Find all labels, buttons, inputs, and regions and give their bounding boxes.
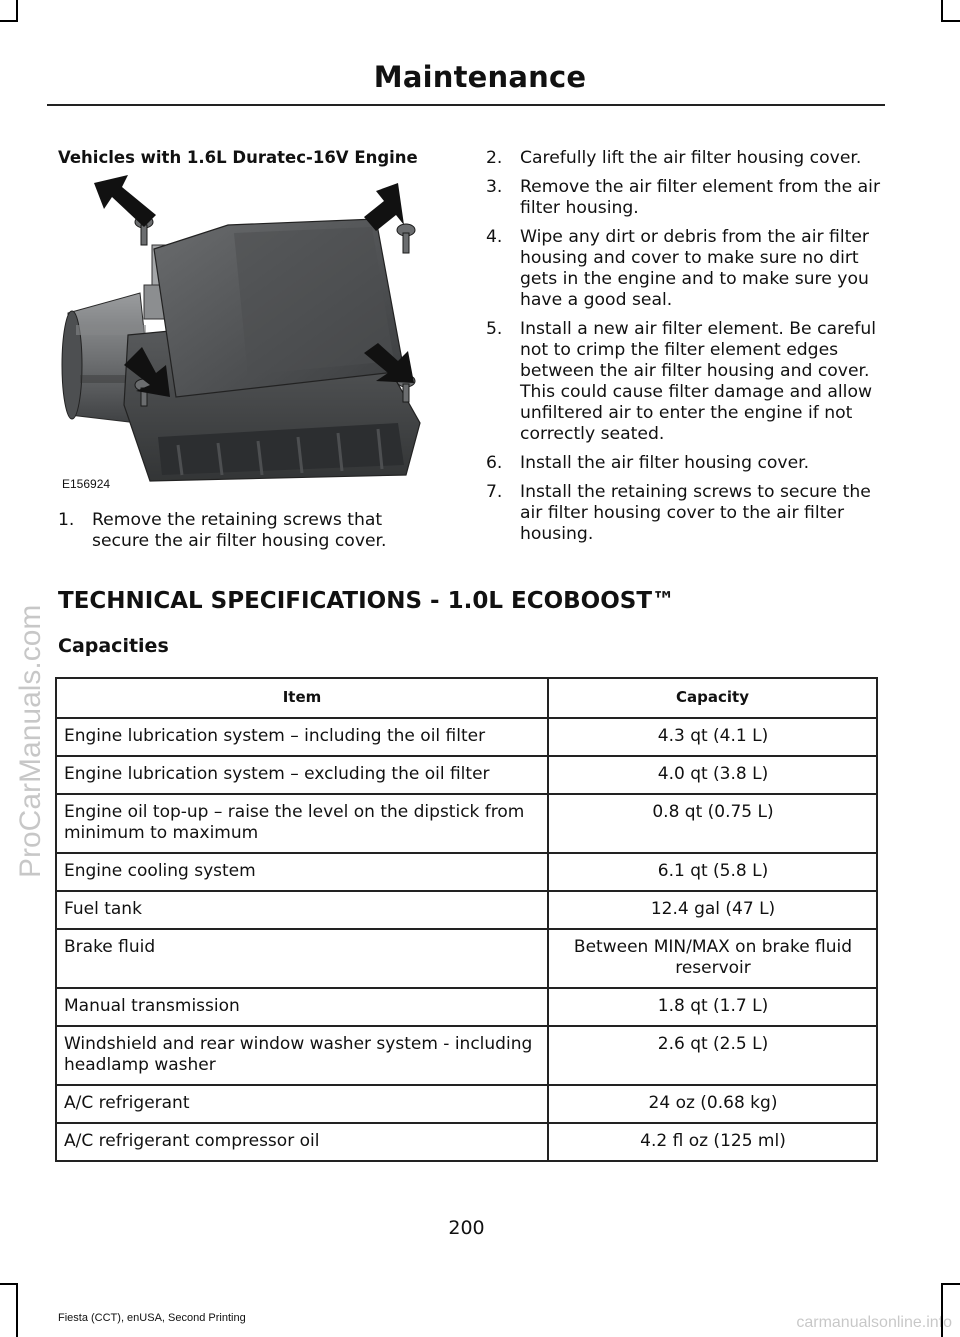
crop-mark: [16, 1283, 18, 1337]
step-number: 4.: [486, 227, 503, 247]
step-number: 2.: [486, 148, 503, 168]
crop-mark: [941, 20, 960, 22]
crop-mark: [943, 1283, 960, 1285]
engine-subheading: Vehicles with 1.6L Duratec-16V Engine: [58, 148, 418, 167]
item-cell: Fuel tank: [56, 891, 548, 929]
list-item: [486, 177, 882, 219]
capacities-table: [55, 677, 878, 1162]
step-number: 3.: [486, 177, 503, 197]
table-row: [56, 929, 877, 988]
step-text: Install the air filter housing cover.: [520, 453, 810, 473]
step-number: 1.: [58, 510, 75, 530]
table-row: [56, 1123, 877, 1161]
list-item: [58, 510, 438, 552]
column-header-capacity: Capacity: [548, 678, 877, 718]
page-number: 200: [448, 1217, 485, 1239]
capacities-heading: Capacities: [58, 635, 169, 657]
item-cell: Windshield and rear window washer system - including headlamp washer: [56, 1026, 548, 1085]
section-heading: TECHNICAL SPECIFICATIONS - 1.0L ECOBOOST™: [58, 588, 676, 614]
capacity-cell: 2.6 qt (2.5 L): [548, 1026, 877, 1085]
item-cell: Brake fluid: [56, 929, 548, 988]
capacity-cell: 4.2 fl oz (125 ml): [548, 1123, 877, 1161]
list-item: [486, 482, 882, 545]
table-row: [56, 756, 877, 794]
crop-mark: [0, 20, 18, 22]
capacity-cell: 4.3 qt (4.1 L): [548, 718, 877, 756]
item-cell: A/C refrigerant compressor oil: [56, 1123, 548, 1161]
capacity-cell: Between MIN/MAX on brake fluid reservoir: [548, 929, 877, 988]
header-divider: [47, 104, 885, 106]
capacity-cell: 6.1 qt (5.8 L): [548, 853, 877, 891]
item-cell: Engine oil top-up – raise the level on the dipstick from minimum to maximum: [56, 794, 548, 853]
crop-mark: [16, 0, 18, 20]
table-row: [56, 1085, 877, 1123]
step-number: 6.: [486, 453, 503, 473]
item-cell: Engine lubrication system – excluding the oil filter: [56, 756, 548, 794]
table-row: [56, 891, 877, 929]
capacity-cell: 4.0 qt (3.8 L): [548, 756, 877, 794]
step-text: Remove the retaining screws that secure the air filter housing cover.: [92, 510, 387, 551]
table-row: [56, 718, 877, 756]
capacity-cell: 0.8 qt (0.75 L): [548, 794, 877, 853]
capacity-cell: 1.8 qt (1.7 L): [548, 988, 877, 1026]
table-row: [56, 794, 877, 853]
side-watermark: ProCarManuals.com: [14, 604, 47, 878]
table-row: [56, 853, 877, 891]
list-item: [486, 148, 882, 169]
step-number: 7.: [486, 482, 503, 502]
crop-mark: [941, 0, 943, 20]
step-text: Carefully lift the air filter housing cover.: [520, 148, 862, 168]
table-row: [56, 988, 877, 1026]
crop-mark: [0, 1283, 16, 1285]
figure-label: E156924: [62, 477, 111, 491]
right-steps: [486, 148, 882, 553]
edition-footer: Fiesta (CCT), enUSA, Second Printing: [58, 1312, 246, 1324]
step-text: Wipe any dirt or debris from the air filter housing and cover to make sure no dirt gets in the engine and to make sure you have a good seal.: [520, 227, 870, 310]
bottom-watermark: carmanualsonline.info: [796, 1314, 952, 1331]
left-steps: [58, 510, 438, 560]
capacity-cell: 24 oz (0.68 kg): [548, 1085, 877, 1123]
list-item: [486, 453, 882, 474]
item-cell: Engine lubrication system – including the oil filter: [56, 718, 548, 756]
step-text: Install the retaining screws to secure the air filter housing cover to the air filter housing.: [520, 482, 871, 544]
item-cell: A/C refrigerant: [56, 1085, 548, 1123]
list-item: [486, 227, 882, 311]
step-text: Remove the air filter element from the air filter housing.: [520, 177, 881, 218]
step-number: 5.: [486, 319, 503, 339]
air-filter-housing-illustration: [58, 175, 434, 497]
step-text: Install a new air filter element. Be careful not to crimp the filter element edges between the air filter housing and cover. This could cause filter damage and allow unfiltered air to enter the engine if not correctly seated.: [520, 319, 877, 444]
table-row: [56, 1026, 877, 1085]
table-header-row: [56, 678, 877, 718]
capacity-cell: 12.4 gal (47 L): [548, 891, 877, 929]
list-item: [486, 319, 882, 445]
column-header-item: Item: [56, 678, 548, 718]
item-cell: Engine cooling system: [56, 853, 548, 891]
item-cell: Manual transmission: [56, 988, 548, 1026]
air-filter-housing-drawing: [58, 175, 434, 497]
page-title: Maintenance: [373, 60, 587, 94]
